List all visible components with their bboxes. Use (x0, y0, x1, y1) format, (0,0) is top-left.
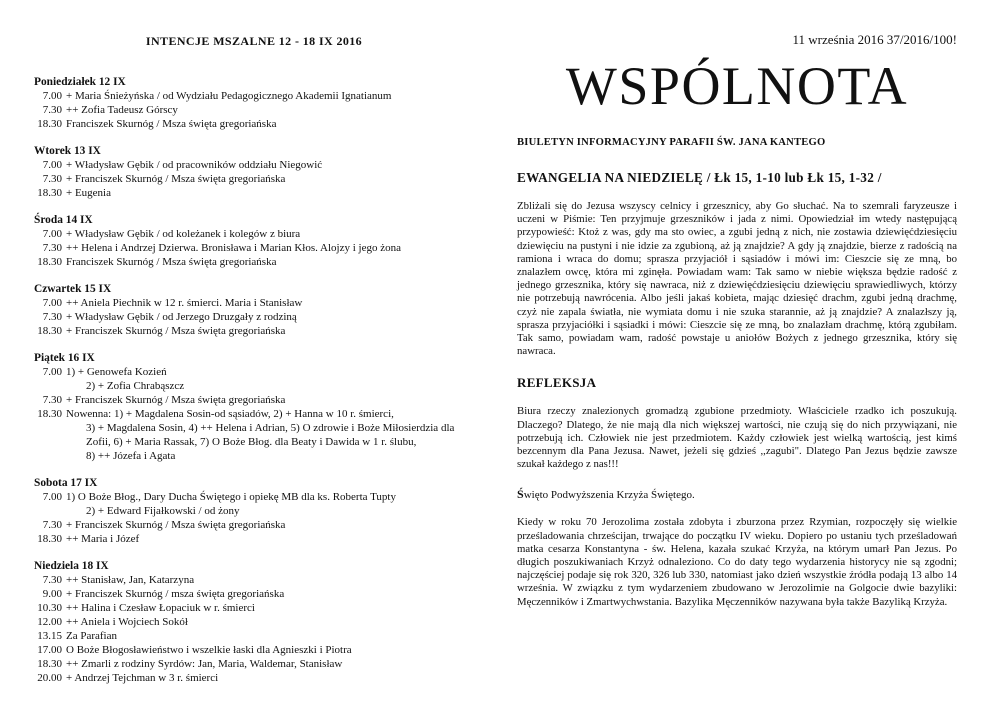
mass-time: 13.15 (37, 630, 62, 642)
mass-time: 7.00 (42, 90, 62, 102)
intention-line: + Andrzej Tejchman w 3 r. śmierci (66, 672, 219, 684)
mass-intention (34, 615, 474, 629)
feast-text: Kiedy w roku 70 Jerozolima została zdobyta i zburzona przez Rzymian, rozpoczęły się wielkie prześladowania chrześcijan, trwające do początku IV wieku. Dopiero po ustaniu tych prześladowań matka cesarza Konstantyna - św. Helena, kazała szukać Krzyża, na którym umarł Pan Jezus. Po długich poszukiwaniach Krzyż odnaleziono. Co do daty tego wydarzenia historycy nie są zgodni; najczęściej podaje się rok 320, 326 lub 330, natomiast jako dzień wszystkie źródła podają 13 albo 14 września. W związku z tym wydarzeniem zbudowano w Jerozolimie na Golgocie dwie bazyliki: Męczenników i Zmartwychwstania. Bazylika Męczenników nazywana była także Bazyliką Krzyża. (517, 516, 957, 608)
intention-line: + Franciszek Skurnóg / msza święta gregoriańska (66, 588, 285, 600)
intention-line: 8) ++ Józefa i Agata (86, 450, 176, 462)
day-block (34, 213, 474, 269)
day-heading: Niedziela 18 IX (34, 560, 109, 572)
intention-text (66, 324, 474, 338)
intention-line: + Władysław Gębik / od pracowników oddziału Niegowić (66, 159, 323, 171)
feast-heading-rest: więto Podwyższenia Krzyża Świętego. (523, 489, 695, 502)
intentions-list (34, 75, 474, 685)
mass-intention (34, 241, 474, 255)
mass-intention (34, 407, 474, 463)
intention-line: O Boże Błogosławieństwo i wszelkie łaski dla Agnieszki i Piotra (66, 644, 352, 656)
mass-time: 7.00 (42, 297, 62, 309)
intention-text (66, 532, 474, 546)
intention-line: Zofii, 6) + Maria Rassak, 7) O Boże Błog. dla Beaty i Dawida w 1 r. ślubu, (86, 436, 417, 448)
intention-line: Franciszek Skurnóg / Msza święta gregoriańska (66, 256, 277, 268)
intention-line: ++ Stanisław, Jan, Katarzyna (66, 574, 195, 586)
intention-line: 2) + Edward Fijałkowski / od żony (86, 505, 240, 517)
mass-intention (34, 490, 474, 518)
intention-text (66, 407, 474, 463)
mass-intention (34, 89, 474, 103)
intention-text (66, 629, 474, 643)
mass-intention (34, 365, 474, 393)
mass-intention (34, 601, 474, 615)
mass-time: 7.00 (42, 159, 62, 171)
mass-intention (34, 172, 474, 186)
mass-intention (34, 324, 474, 338)
day-heading: Środa 14 IX (34, 214, 93, 226)
intention-line: Nowenna: 1) + Magdalena Sosin-od sąsiadów, 2) + Hanna w 10 r. śmierci, (66, 408, 394, 420)
intention-text (66, 89, 474, 103)
intention-line: + Franciszek Skurnóg / Msza święta gregoriańska (66, 325, 286, 337)
reflection-text: Biura rzeczy znalezionych gromadzą zgubione przedmioty. Właściciele rzadko ich poszukują. Dlaczego? Dlatego, że nie mają dla nich większej wartości, nie czują się do nich przywiązani, nie potrzebują ich. Człowiek nie jest przedmiotem. Każdy człowiek jest wielką wartością, jest kimś bezcennym dla Pana Jezusa. Nawet, jeżeli się gdzieś ,,zagubi". Dlatego Pan Jezus będzie zawsze szukał każdego z nas!!! (517, 405, 957, 471)
day-block (34, 144, 474, 200)
gospel-heading: EWANGELIA NA NIEDZIELĘ / Łk 15, 1-10 lub Łk 15, 1-32 / (517, 170, 882, 185)
mass-intention (34, 532, 474, 546)
intention-text (66, 186, 474, 200)
bulletin-subtitle: BIULETYN INFORMACYJNY PARAFII ŚW. JANA KANTEGO (517, 137, 826, 148)
day-heading: Poniedziałek 12 IX (34, 76, 126, 88)
mass-time: 10.30 (37, 602, 62, 614)
intention-line: + Franciszek Skurnóg / Msza święta gregoriańska (66, 519, 286, 531)
intention-line: ++ Maria i Józef (66, 533, 140, 545)
mass-intention (34, 296, 474, 310)
intention-line: 3) + Magdalena Sosin, 4) ++ Helena i Adrian, 5) O zdrowie i Boże Miłosierdzia dla (86, 422, 455, 434)
mass-time: 18.30 (37, 658, 62, 670)
intention-line: ++ Zofia Tadeusz Górscy (66, 104, 178, 116)
intention-line: + Eugenia (66, 187, 111, 199)
intention-text (66, 671, 474, 685)
mass-time: 18.30 (37, 256, 62, 268)
mass-intention (34, 103, 474, 117)
intention-text (66, 587, 474, 601)
intention-line: ++ Aniela i Wojciech Sokół (66, 616, 188, 628)
intention-line: ++ Helena i Andrzej Dzierwa. Bronisława i Marian Kłos. Alojzy i jego żona (66, 242, 401, 254)
reflection-heading: REFLEKSJA (517, 375, 597, 391)
mass-intention (34, 310, 474, 324)
mass-intention (34, 573, 474, 587)
day-block (34, 476, 474, 546)
intention-line: + Władysław Gębik / od koleżanek i kolegów z biura (66, 228, 301, 240)
mass-intention (34, 117, 474, 131)
mass-time: 9.00 (42, 588, 62, 600)
day-block (34, 75, 474, 131)
day-block (34, 559, 474, 685)
mass-time: 12.00 (37, 616, 62, 628)
mass-time: 20.00 (37, 672, 62, 684)
intention-line: Za Parafian (66, 630, 117, 642)
intention-line: 1) O Boże Błog., Dary Ducha Świętego i opiekę MB dla ks. Roberta Tupty (66, 491, 396, 503)
mass-time: 7.30 (42, 104, 62, 116)
intention-text (66, 103, 474, 117)
intention-text (66, 296, 474, 310)
intention-line: + Franciszek Skurnóg / Msza święta gregoriańska (66, 173, 286, 185)
intention-text (66, 573, 474, 587)
mass-intention (34, 255, 474, 269)
intention-line: Franciszek Skurnóg / Msza święta gregoriańska (66, 118, 277, 130)
mass-time: 7.30 (42, 394, 62, 406)
mass-time: 7.00 (42, 228, 62, 240)
intention-text (66, 490, 474, 518)
day-heading: Piątek 16 IX (34, 352, 95, 364)
intention-text (66, 158, 474, 172)
intention-line: ++ Aniela Piechnik w 12 r. śmierci. Maria i Stanisław (66, 297, 303, 309)
mass-time: 18.30 (37, 187, 62, 199)
mass-time: 18.30 (37, 408, 62, 420)
intention-text (66, 393, 474, 407)
mass-intention (34, 629, 474, 643)
feast-heading (517, 487, 957, 502)
day-block (34, 351, 474, 463)
day-heading: Sobota 17 IX (34, 477, 98, 489)
mass-time: 17.00 (37, 644, 62, 656)
intention-text (66, 172, 474, 186)
day-block (34, 282, 474, 338)
mass-time: 7.30 (42, 574, 62, 586)
mass-intention (34, 186, 474, 200)
day-heading: Wtorek 13 IX (34, 145, 101, 157)
intention-line: + Władysław Gębik / od Jerzego Druzgały z rodziną (66, 311, 297, 323)
mass-intention (34, 587, 474, 601)
intention-text (66, 310, 474, 324)
intention-text (66, 365, 474, 393)
intention-line: + Franciszek Skurnóg / Msza święta gregoriańska (66, 394, 286, 406)
intentions-title: INTENCJE MSZALNE 12 - 18 IX 2016 (145, 34, 363, 48)
mass-time: 7.00 (42, 366, 62, 378)
bulletin-column (517, 34, 957, 609)
masthead-title: WSPÓLNOTA (565, 56, 909, 116)
mass-time: 18.30 (37, 118, 62, 130)
intention-text (66, 643, 474, 657)
mass-intention (34, 657, 474, 671)
issue-date-number: 11 września 2016 37/2016/100! (792, 32, 957, 47)
mass-time: 7.30 (42, 242, 62, 254)
gospel-text: Zbliżali się do Jezusa wszyscy celnicy i grzesznicy, aby Go słuchać. Na to szemrali faryzeusze i uczeni w Piśmie: Ten przyjmuje grzeszników i jada z nimi. Opowiedział im wtedy następującą przypowieść: Ktoż z was, gdy ma sto owiec, a zgubi jedną z nich, nie zostawia dziewięćdziesięciu dziewięciu na pustyni i nie idzie za zgubioną, aż ją znajdzie? A gdy ją znajdzie, bierze z radością na ramiona i wraca do domu; sprasza przyjaciół i sąsiadów i mówi im: Cieszcie się ze mną, bo znalazłem owcę, która mi zginęła. Powiadam wam: Tak samo w niebie większa będzie radość z jednego grzesznika, który się nawraca, niż z dziewięćdziesięciu dziewięciu sprawiedliwych, którzy nie potrzebują nawrócenia. Albo jeśli jakaś kobieta, mając dziesięć drachm, zgubi jedną drachmę, czyż nie zapala światła, nie wymiata domu i nie szuka starannie, aż ją znajdzie? A znalazłszy ją, sprasza przyjaciółki i sąsiadki i mówi: Cieszcie się ze mną, bo znalazłam drachmę, którą zgubiłam. Tak samo, powiadam wam, radość powstaje u aniołów Bożych z jednego grzesznika, który się nawraca. (517, 200, 957, 358)
mass-intention (34, 518, 474, 532)
mass-time: 18.30 (37, 533, 62, 545)
intention-text (66, 518, 474, 532)
intention-text (66, 615, 474, 629)
intention-text (66, 117, 474, 131)
intention-text (66, 227, 474, 241)
intention-line: ++ Zmarli z rodziny Syrdów: Jan, Maria, Waldemar, Stanisław (66, 658, 343, 670)
intention-line: ++ Halina i Czesław Łopaciuk w r. śmierci (66, 602, 255, 614)
intention-text (66, 657, 474, 671)
mass-time: 7.30 (42, 519, 62, 531)
intention-text (66, 241, 474, 255)
intention-text (66, 601, 474, 615)
mass-intention (34, 227, 474, 241)
mass-intentions-column (34, 34, 474, 698)
mass-time: 7.30 (42, 173, 62, 185)
mass-intention (34, 158, 474, 172)
mass-intention (34, 671, 474, 685)
day-heading: Czwartek 15 IX (34, 283, 112, 295)
mass-time: 7.30 (42, 311, 62, 323)
intention-line: 2) + Zofia Chrabąszcz (86, 380, 185, 392)
mass-time: 18.30 (37, 325, 62, 337)
intention-line: 1) + Genowefa Kozień (66, 366, 167, 378)
mass-intention (34, 643, 474, 657)
intention-text (66, 255, 474, 269)
mass-time: 7.00 (42, 491, 62, 503)
intention-line: + Maria Śnieżyńska / od Wydziału Pedagogicznego Akademii Ignatianum (66, 90, 392, 102)
mass-intention (34, 393, 474, 407)
feast-initial: Ś (517, 487, 524, 502)
